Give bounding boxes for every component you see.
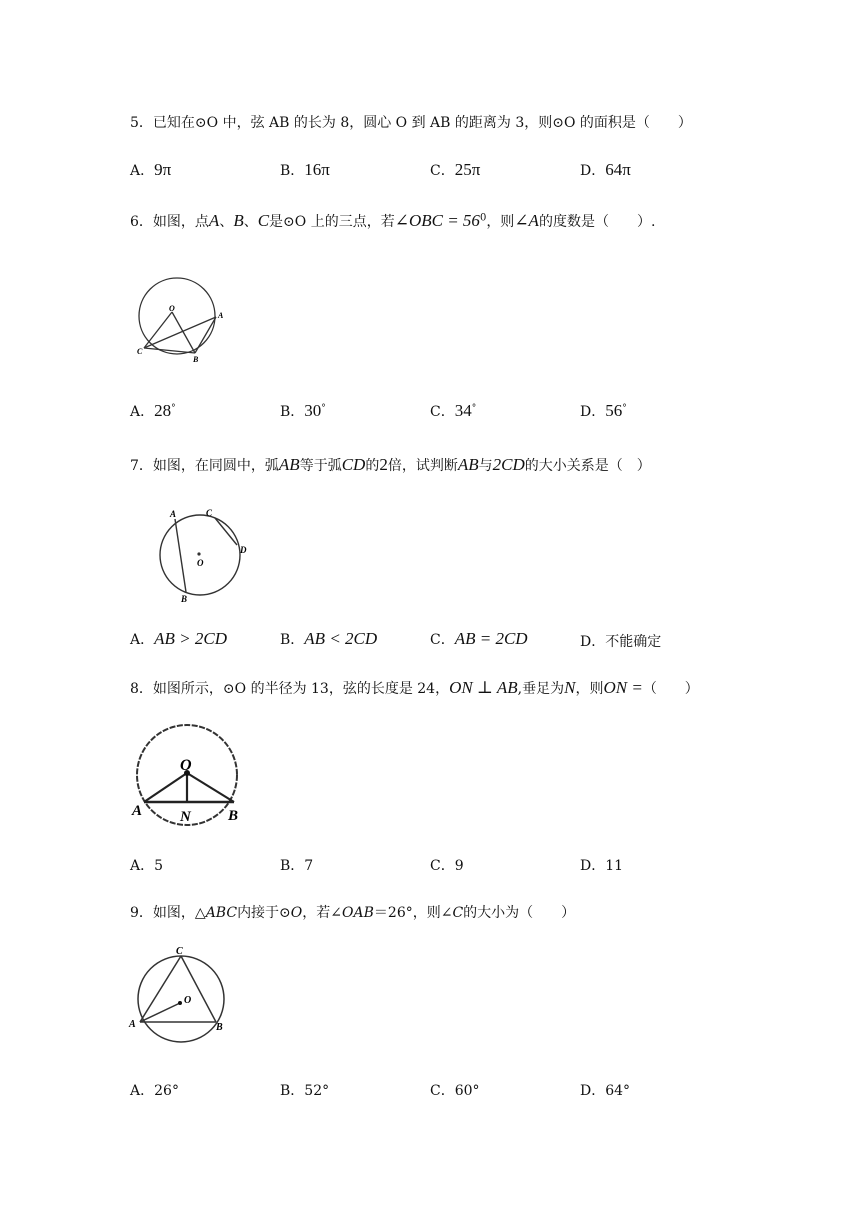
option-letter: A．: [130, 404, 155, 420]
label-a: A: [132, 803, 143, 819]
stem-text: ，则: [486, 214, 515, 230]
stem-text: 的: [365, 458, 380, 474]
option-letter: C．: [430, 163, 455, 179]
option-value: 16π: [304, 160, 330, 179]
degree-sup: °: [622, 403, 627, 414]
stem-text: ,垂足为: [517, 681, 565, 697]
option-letter: A．: [130, 632, 155, 648]
degree-sup: °: [471, 403, 477, 414]
q9-option-d: [580, 1080, 630, 1100]
stem-text: 的大小为（ ）: [463, 905, 576, 921]
q9-option-a: [130, 1080, 179, 1100]
chord-cd: [215, 518, 237, 545]
segment-cb: [144, 348, 195, 353]
segment-ca: [144, 317, 216, 348]
chord-ab: [175, 519, 186, 592]
q8-option-b: [280, 855, 313, 875]
angle-label: OAB: [342, 905, 374, 921]
option-value: AB = 2CD: [454, 629, 528, 648]
option-letter: C．: [430, 404, 455, 420]
option-letter: B．: [280, 1083, 305, 1099]
angle-label: ∠A: [514, 211, 539, 230]
relation: ON ⊥ AB: [449, 678, 518, 697]
stem-text: 6．如图，点: [130, 214, 209, 230]
q8-option-a: [130, 855, 163, 875]
option-letter: D．: [580, 1083, 606, 1099]
stem-text: 内接于⊙: [237, 905, 291, 921]
label-a: A: [218, 311, 224, 320]
option-letter: B．: [280, 404, 305, 420]
q5-option-d: [580, 160, 631, 180]
label-a: A: [129, 1019, 136, 1030]
q9-circle-figure: [126, 944, 236, 1044]
q5-option-b: [280, 160, 330, 180]
point-label: N: [564, 678, 576, 697]
q7-option-d: [580, 631, 661, 651]
option-letter: D．: [580, 858, 606, 874]
stem-text: 9．如图，△: [130, 905, 206, 921]
q6-option-b: [280, 401, 326, 421]
option-value: 5: [154, 858, 164, 874]
center-dot: [197, 552, 200, 555]
option-value: 34: [454, 401, 472, 420]
option-value: 9: [454, 858, 464, 874]
q6-circle-figure: [132, 268, 232, 368]
label-n: N: [180, 809, 191, 825]
arc-label: AB: [278, 455, 300, 474]
label-c: C: [176, 946, 183, 957]
ask-expr: ON =: [603, 678, 643, 697]
stem-text: 的度数是（ ）.: [538, 214, 656, 230]
q6-option-d: [580, 401, 627, 421]
q6-option-c: [430, 401, 476, 421]
q8-option-c: [430, 855, 464, 875]
option-value: 64π: [605, 160, 631, 179]
stem-text: 倍，试判断: [387, 458, 458, 474]
segment-ob: [172, 312, 195, 353]
option-letter: D．: [580, 634, 606, 650]
option-letter: D．: [580, 404, 606, 420]
label-b: B: [193, 355, 199, 364]
option-value: 11: [605, 858, 624, 874]
point-label: A: [208, 211, 220, 230]
label-a: A: [170, 509, 177, 519]
label-o: O: [197, 558, 204, 568]
option-value: 9π: [154, 160, 172, 179]
center-dot: [178, 1001, 182, 1005]
option-letter: B．: [280, 632, 305, 648]
separator: 、: [243, 214, 258, 230]
degree-sup: °: [321, 403, 326, 414]
point-label: B: [233, 211, 244, 230]
option-value: AB < 2CD: [304, 629, 378, 648]
angle-label: C: [452, 905, 464, 921]
stem-text: 7．如图，在同圆中，弧: [130, 458, 279, 474]
option-value: 56: [605, 401, 623, 420]
question-5-stem: [130, 112, 692, 132]
label-b: B: [216, 1022, 223, 1033]
number: 2: [379, 455, 388, 474]
stem-text: 等于弧: [299, 458, 342, 474]
q7-option-b: [280, 629, 377, 649]
stem-text: ，则: [575, 681, 604, 697]
stem-text: 8．如图所示，⊙O 的半径为 13，弦的长度是 24，: [130, 681, 450, 697]
label-b: B: [228, 808, 239, 824]
expr: 2CD: [492, 455, 525, 474]
q8-option-d: [580, 855, 623, 875]
stem-text: 与: [478, 458, 493, 474]
question-6-stem: [130, 211, 655, 231]
option-value: 25π: [454, 160, 481, 179]
arc-label: CD: [341, 455, 366, 474]
option-letter: D．: [580, 163, 606, 179]
stem-text: 是⊙O 上的三点，若: [269, 214, 395, 230]
option-letter: B．: [280, 163, 305, 179]
q8-circle-figure: [130, 723, 245, 828]
option-letter: A．: [130, 1083, 155, 1099]
question-5-text: 5．已知在⊙O 中，弦 AB 的长为 8，圆心 O 到 AB 的距离为 3，则⊙O 的面积是（ ）: [130, 115, 692, 131]
stem-text: ，若∠: [302, 905, 343, 921]
option-value: 52°: [304, 1083, 330, 1099]
option-letter: A．: [130, 858, 155, 874]
question-9-stem: [130, 902, 575, 922]
circle-label: O: [290, 905, 303, 921]
segment-ob: [187, 773, 234, 802]
q7-option-c: [430, 629, 528, 649]
degree-sup: °: [171, 403, 176, 414]
option-value: 28: [154, 401, 172, 420]
option-letter: B．: [280, 858, 305, 874]
option-letter: A．: [130, 163, 155, 179]
circle: [139, 278, 215, 354]
q9-option-b: [280, 1080, 329, 1100]
side-cb: [181, 956, 216, 1022]
option-value: 7: [304, 858, 314, 874]
point-label: C: [257, 211, 270, 230]
stem-text: 的大小关系是（ ）: [524, 458, 651, 474]
option-value: 64°: [605, 1083, 631, 1099]
label-o: O: [184, 995, 192, 1006]
option-letter: C．: [430, 858, 455, 874]
q5-option-c: [430, 160, 480, 180]
stem-text: ＝26°，则∠: [373, 905, 453, 921]
segment-oa: [144, 773, 187, 802]
q5-option-a: [130, 160, 171, 180]
label-o: O: [169, 304, 175, 313]
separator: 、: [219, 214, 234, 230]
option-value: 不能确定: [605, 634, 662, 650]
option-letter: C．: [430, 1083, 455, 1099]
option-value: 30: [304, 401, 322, 420]
option-value: AB > 2CD: [154, 629, 227, 648]
angle-condition: ∠OBC = 56: [394, 211, 480, 230]
triangle-label: ABC: [205, 905, 238, 921]
q9-option-c: [430, 1080, 480, 1100]
label-b: B: [181, 594, 188, 604]
option-letter: C．: [430, 632, 455, 648]
q6-option-a: [130, 401, 176, 421]
label-c: C: [206, 508, 213, 518]
option-value: 60°: [454, 1083, 480, 1099]
label-d: D: [240, 545, 247, 555]
label-o: O: [180, 757, 192, 774]
question-8-stem: [130, 678, 699, 698]
segment-ba: [195, 317, 216, 353]
label-c: C: [137, 347, 143, 356]
q7-option-a: [130, 629, 227, 649]
option-value: 26°: [154, 1083, 179, 1099]
expr: AB: [457, 455, 479, 474]
stem-text: （ ）: [642, 681, 699, 697]
q7-circle-figure: [155, 505, 255, 605]
degree-sup: 0: [479, 212, 487, 224]
question-7-stem: [130, 455, 651, 475]
circle: [138, 956, 224, 1042]
